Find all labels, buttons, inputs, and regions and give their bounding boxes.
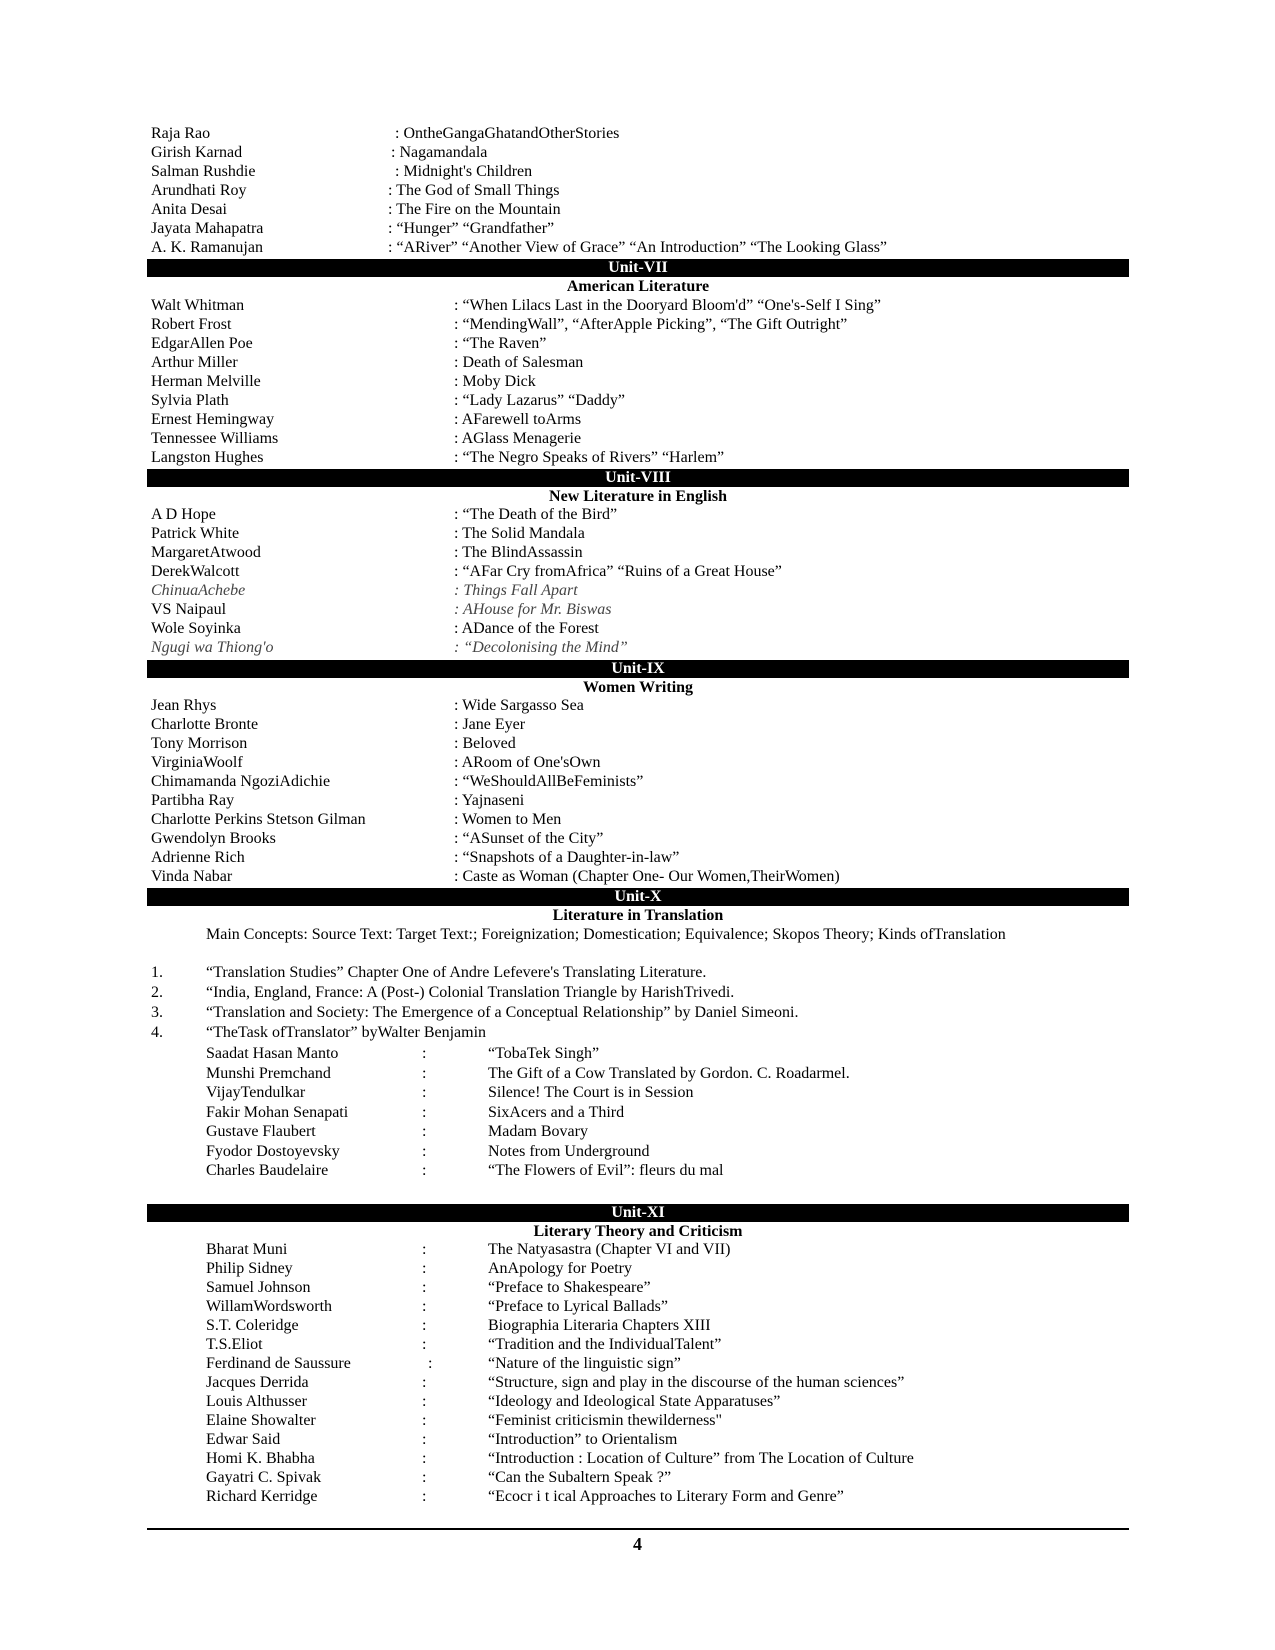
list-item xyxy=(147,1411,1129,1430)
item-number: 2. xyxy=(151,984,163,1001)
author-name: Tony Morrison xyxy=(151,735,248,752)
separator: : xyxy=(422,1317,427,1334)
list-item xyxy=(147,391,1129,410)
work-title: Biographia Literaria Chapters XIII xyxy=(488,1317,711,1334)
author-name: Tennessee Williams xyxy=(151,430,279,447)
list-item xyxy=(147,1373,1129,1392)
list-item xyxy=(147,410,1129,429)
author-name: Homi K. Bhabha xyxy=(206,1450,315,1467)
work-title: SixAcers and a Third xyxy=(488,1103,625,1121)
work-title: “Ideology and Ideological State Apparatuses” xyxy=(488,1393,781,1410)
author-name: A D Hope xyxy=(151,506,216,523)
list-item xyxy=(147,124,1129,143)
author-name: Girish Karnad xyxy=(151,144,243,161)
main-concepts: Main Concepts: Source Text: Target Text:; Foreignization; Domestication; Equivalence; Skopos Theory; Kinds ofTranslation xyxy=(206,926,1006,943)
work-title: “TobaTek Singh” xyxy=(488,1045,600,1062)
author-name: T.S.Eliot xyxy=(206,1336,263,1353)
work-title: “Preface to Lyrical Ballads” xyxy=(488,1298,668,1315)
work-title: : AGlass Menagerie xyxy=(454,430,582,447)
unit-header-bar: Unit-X xyxy=(147,888,1129,906)
list-item xyxy=(147,448,1129,467)
author-name: Gustave Flaubert xyxy=(206,1123,316,1140)
list-item xyxy=(147,200,1129,219)
author-name: Edwar Said xyxy=(206,1431,281,1448)
work-title: : Beloved xyxy=(454,735,516,752)
work-title: AnApology for Poetry xyxy=(488,1260,632,1277)
list-item xyxy=(147,734,1129,753)
separator: : xyxy=(422,1336,427,1353)
author-name: Ngugi wa Thiong'o xyxy=(151,639,274,656)
section-heading: Women Writing xyxy=(582,679,694,696)
item-text: “Translation Studies” Chapter One of Andre Lefevere's Translating Literature. xyxy=(206,964,707,981)
list-item xyxy=(147,143,1129,162)
list-item xyxy=(147,1003,1129,1023)
author-name: Elaine Showalter xyxy=(206,1412,316,1429)
separator: : xyxy=(422,1162,427,1179)
page-number: 4 xyxy=(633,1534,642,1554)
work-title: “The Flowers of Evil”: fleurs du mal xyxy=(488,1162,724,1179)
author-name: Samuel Johnson xyxy=(206,1279,311,1296)
work-title: “Introduction : Location of Culture” from The Location of Culture xyxy=(488,1450,914,1467)
section-heading: New Literature in English xyxy=(549,488,727,505)
separator: : xyxy=(422,1488,427,1505)
list-item xyxy=(147,791,1129,810)
item-text: “India, England, France: A (Post-) Colonial Translation Triangle by HarishTrivedi. xyxy=(206,984,735,1001)
author-name: Bharat Muni xyxy=(206,1241,288,1258)
list-item xyxy=(147,1122,1129,1142)
work-title: Notes from Underground xyxy=(488,1142,650,1160)
unit-header-bar: Unit-VII xyxy=(147,259,1129,277)
author-name: Gwendolyn Brooks xyxy=(151,830,276,847)
author-name: Raja Rao xyxy=(151,125,211,142)
list-item xyxy=(147,1392,1129,1411)
author-name: Jayata Mahapatra xyxy=(151,220,264,237)
list-item xyxy=(147,848,1129,867)
list-item xyxy=(147,1430,1129,1449)
list-item xyxy=(147,1316,1129,1335)
list-item xyxy=(147,1044,1129,1064)
separator: : xyxy=(422,1450,427,1467)
list-item xyxy=(147,715,1129,734)
unit-header-bar: Unit-XI xyxy=(147,1204,1129,1222)
work-title: : Things Fall Apart xyxy=(454,582,578,599)
separator: : xyxy=(422,1298,427,1315)
work-title: : The Solid Mandala xyxy=(454,525,585,542)
separator: : xyxy=(422,1142,427,1160)
author-name: Saadat Hasan Manto xyxy=(206,1045,339,1062)
work-title: : “Hunger” “Grandfather” xyxy=(388,220,555,237)
work-title: : “Lady Lazarus” “Daddy” xyxy=(454,392,626,409)
list-item xyxy=(147,353,1129,372)
list-item xyxy=(147,963,1129,983)
list-item xyxy=(147,238,1129,257)
unit-header-bar: Unit-VIII xyxy=(147,469,1129,487)
list-item xyxy=(147,524,1129,543)
separator: : xyxy=(422,1279,427,1296)
author-name: Sylvia Plath xyxy=(151,392,229,409)
author-name: Richard Kerridge xyxy=(206,1488,318,1505)
work-title: : ADance of the Forest xyxy=(454,620,599,637)
author-name: MargaretAtwood xyxy=(151,544,261,561)
american-literature-list xyxy=(147,296,1129,467)
list-item xyxy=(147,562,1129,581)
list-item xyxy=(147,162,1129,181)
indian-writing-list xyxy=(147,124,1129,257)
list-item xyxy=(147,219,1129,238)
women-writing-list xyxy=(147,696,1129,886)
translation-readings-list xyxy=(147,963,1129,1043)
author-name: Arthur Miller xyxy=(151,354,238,371)
author-name: Wole Soyinka xyxy=(151,620,241,637)
work-title: : “WeShouldAllBeFeminists” xyxy=(454,773,644,790)
work-title: : Midnight's Children xyxy=(395,163,533,180)
work-title: : “ARiver” “Another View of Grace” “An Introduction” “The Looking Glass” xyxy=(388,239,888,256)
work-title: “Can the Subaltern Speak ?” xyxy=(488,1469,672,1486)
work-title: : “Decolonising the Mind” xyxy=(454,639,628,656)
list-item xyxy=(147,772,1129,791)
author-name: Philip Sidney xyxy=(206,1260,293,1277)
list-item xyxy=(147,696,1129,715)
work-title: : Nagamandala xyxy=(391,144,488,161)
work-title: : “AFar Cry fromAfrica” “Ruins of a Great House” xyxy=(454,563,782,580)
author-name: A. K. Ramanujan xyxy=(151,239,263,256)
list-item xyxy=(147,829,1129,848)
separator: : xyxy=(422,1412,427,1429)
list-item xyxy=(147,810,1129,829)
author-name: Walt Whitman xyxy=(151,297,245,314)
work-title: “Preface to Shakespeare” xyxy=(488,1279,651,1296)
separator: : xyxy=(422,1123,427,1140)
separator: : xyxy=(422,1084,427,1101)
work-title: Silence! The Court is in Session xyxy=(488,1084,694,1101)
list-item xyxy=(147,1354,1129,1373)
separator: : xyxy=(422,1064,427,1082)
work-title: The Natyasastra (Chapter VI and VII) xyxy=(488,1241,731,1258)
list-item xyxy=(147,1161,1129,1181)
author-name: EdgarAllen Poe xyxy=(151,335,253,352)
author-name: Chimamanda NgoziAdichie xyxy=(151,773,331,790)
work-title: : Women to Men xyxy=(454,811,562,828)
translated-works-list xyxy=(147,1044,1129,1181)
list-item xyxy=(147,1064,1129,1084)
work-title: : “Snapshots of a Daughter-in-law” xyxy=(454,849,680,866)
list-item xyxy=(147,1103,1129,1123)
author-name: Gayatri C. Spivak xyxy=(206,1469,322,1486)
list-item xyxy=(147,429,1129,448)
author-name: VirginiaWoolf xyxy=(151,754,243,771)
author-name: Herman Melville xyxy=(151,373,261,390)
unit-header-bar: Unit-IX xyxy=(147,660,1129,678)
list-item xyxy=(147,1335,1129,1354)
work-title: : The Fire on the Mountain xyxy=(388,201,561,218)
list-item xyxy=(147,619,1129,638)
work-title: : ARoom of One'sOwn xyxy=(454,754,601,771)
work-title: : The God of Small Things xyxy=(388,182,560,199)
separator: : xyxy=(422,1469,427,1486)
author-name: DerekWalcott xyxy=(151,563,240,580)
separator: : xyxy=(422,1241,427,1258)
item-text: “Translation and Society: The Emergence of a Conceptual Relationship” by Daniel Simeoni. xyxy=(206,1004,799,1021)
list-item xyxy=(147,600,1129,619)
separator: : xyxy=(422,1393,427,1410)
author-name: Ernest Hemingway xyxy=(151,411,275,428)
work-title: : Jane Eyer xyxy=(454,716,526,733)
author-name: Anita Desai xyxy=(151,201,227,218)
work-title: Madam Bovary xyxy=(488,1123,588,1140)
work-title: : AHouse for Mr. Biswas xyxy=(454,601,612,618)
work-title: : Wide Sargasso Sea xyxy=(454,697,584,714)
item-number: 4. xyxy=(151,1024,163,1041)
list-item xyxy=(147,1259,1129,1278)
list-item xyxy=(147,1278,1129,1297)
list-item xyxy=(147,867,1129,886)
work-title: : AFarewell toArms xyxy=(454,411,582,428)
work-title: “Structure, sign and play in the discourse of the human sciences” xyxy=(488,1374,905,1391)
work-title: : Yajnaseni xyxy=(454,792,525,809)
list-item xyxy=(147,1449,1129,1468)
work-title: : Moby Dick xyxy=(454,373,536,390)
list-item xyxy=(147,983,1129,1003)
work-title: : “MendingWall”, “AfterApple Picking”, “The Gift Outright” xyxy=(454,316,848,333)
work-title: The Gift of a Cow Translated by Gordon. C. Roadarmel. xyxy=(488,1064,850,1082)
list-item xyxy=(147,1023,1129,1043)
author-name: Munshi Premchand xyxy=(206,1064,331,1082)
list-item xyxy=(147,315,1129,334)
list-item xyxy=(147,1468,1129,1487)
item-text: “TheTask ofTranslator” byWalter Benjamin xyxy=(206,1024,487,1041)
list-item xyxy=(147,334,1129,353)
list-item xyxy=(147,372,1129,391)
author-name: Fakir Mohan Senapati xyxy=(206,1103,349,1121)
item-number: 1. xyxy=(151,964,163,981)
author-name: Patrick White xyxy=(151,525,240,542)
separator: : xyxy=(428,1355,433,1372)
separator: : xyxy=(422,1374,427,1391)
list-item xyxy=(147,1142,1129,1162)
footer-divider xyxy=(147,1528,1129,1530)
author-name: Ferdinand de Saussure xyxy=(206,1355,351,1372)
separator: : xyxy=(422,1260,427,1277)
author-name: Salman Rushdie xyxy=(151,163,256,180)
work-title: : “ASunset of the City” xyxy=(454,830,604,847)
work-title: : Death of Salesman xyxy=(454,354,584,371)
author-name: Jean Rhys xyxy=(151,697,217,714)
work-title: “Nature of the linguistic sign” xyxy=(488,1355,681,1372)
list-item xyxy=(147,296,1129,315)
author-name: ChinuaAchebe xyxy=(151,582,246,599)
list-item xyxy=(147,1487,1129,1506)
list-item xyxy=(147,505,1129,524)
author-name: Charlotte Perkins Stetson Gilman xyxy=(151,811,366,828)
author-name: Jacques Derrida xyxy=(206,1374,309,1391)
work-title: : “When Lilacs Last in the Dooryard Bloom'd” “One's-Self I Sing” xyxy=(454,297,881,314)
author-name: VijayTendulkar xyxy=(206,1084,306,1101)
author-name: Vinda Nabar xyxy=(151,868,233,885)
work-title: “Feminist criticismin thewilderness" xyxy=(488,1412,723,1429)
author-name: Fyodor Dostoyevsky xyxy=(206,1142,340,1160)
list-item xyxy=(147,543,1129,562)
section-heading: Literature in Translation xyxy=(552,907,724,924)
work-title: “Introduction” to Orientalism xyxy=(488,1431,678,1448)
work-title: “Tradition and the IndividualTalent” xyxy=(488,1336,722,1353)
author-name: Charles Baudelaire xyxy=(206,1162,329,1179)
separator: : xyxy=(422,1103,427,1121)
separator: : xyxy=(422,1431,427,1448)
list-item xyxy=(147,1083,1129,1103)
author-name: Charlotte Bronte xyxy=(151,716,259,733)
work-title: : The BlindAssassin xyxy=(454,544,583,561)
work-title: : “The Death of the Bird” xyxy=(454,506,618,523)
author-name: Partibha Ray xyxy=(151,792,235,809)
item-number: 3. xyxy=(151,1004,163,1021)
author-name: Langston Hughes xyxy=(151,449,264,466)
work-title: : “The Raven” xyxy=(454,335,547,352)
list-item xyxy=(147,1240,1129,1259)
list-item xyxy=(147,753,1129,772)
author-name: Arundhati Roy xyxy=(151,182,247,199)
work-title: : OntheGangaGhatandOtherStories xyxy=(395,125,620,142)
list-item xyxy=(147,638,1129,657)
author-name: Adrienne Rich xyxy=(151,849,245,866)
author-name: Louis Althusser xyxy=(206,1393,307,1410)
new-literature-list xyxy=(147,505,1129,657)
author-name: WillamWordsworth xyxy=(206,1298,333,1315)
literary-theory-list xyxy=(147,1240,1129,1506)
section-heading: American Literature xyxy=(566,278,710,295)
work-title: “Ecocr i t ical Approaches to Literary Form and Genre” xyxy=(488,1488,844,1505)
author-name: Robert Frost xyxy=(151,316,232,333)
work-title: : “The Negro Speaks of Rivers” “Harlem” xyxy=(454,449,725,466)
separator: : xyxy=(422,1045,427,1062)
list-item xyxy=(147,181,1129,200)
list-item xyxy=(147,1297,1129,1316)
author-name: S.T. Coleridge xyxy=(206,1317,299,1334)
section-heading: Literary Theory and Criticism xyxy=(533,1223,743,1240)
list-item xyxy=(147,581,1129,600)
author-name: VS Naipaul xyxy=(151,601,227,618)
work-title: : Caste as Woman (Chapter One- Our Women,TheirWomen) xyxy=(454,868,840,885)
